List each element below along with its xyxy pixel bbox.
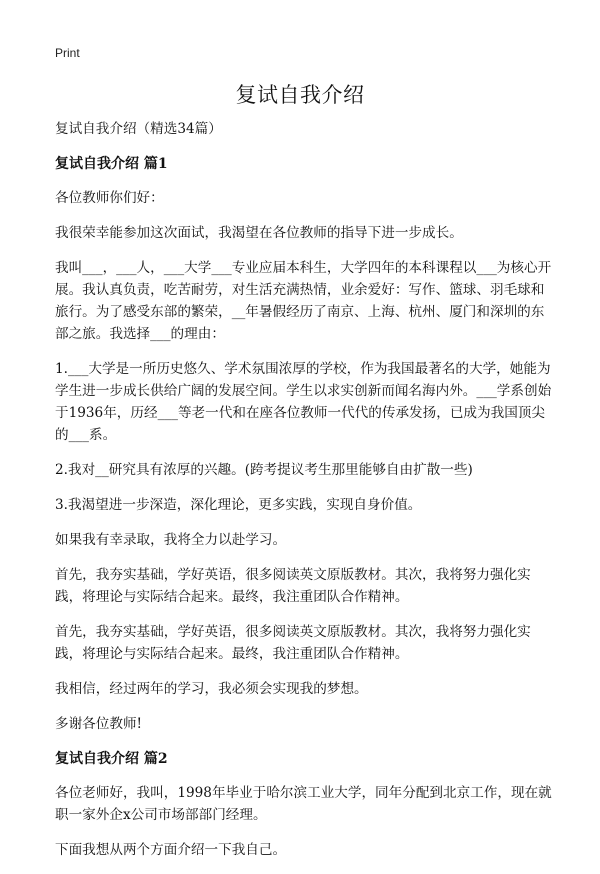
page-title: 复试自我介绍	[235, 83, 365, 107]
section-heading-2: 复试自我介绍 篇2	[55, 751, 168, 767]
paragraph: 各位老师好，我叫，1998年毕业于哈尔滨工业大学，同年分配到北京工作，现在就职一家外企x公司市场部部门经理。	[55, 785, 552, 823]
paragraph: 1.___大学是一所历史悠久、学术氛围浓厚的学校，作为我国最著名的大学，她能为学生进一步成长供给广阔的发展空间。学生以求实创新而闻名海内外。___学系创始于1936年，历经___等老一代和在座各位教师一代代的传承发扬，已成为我国顶尖的___系。	[55, 361, 552, 443]
paragraph: 如果我有幸录取，我将全力以赴学习。	[55, 532, 287, 548]
closing-paragraph: 多谢各位教师!	[55, 716, 143, 732]
paragraph: 首先，我夯实基础，学好英语，很多阅读英文原版教材。其次，我将努力强化实践，将理论与实际结合起来。最终，我注重团队合作精神。	[55, 567, 531, 605]
document-body	[55, 118, 555, 874]
section-heading-1: 复试自我介绍 篇1	[55, 156, 168, 172]
paragraph: 下面我想从两个方面介绍一下我自己。	[55, 842, 287, 858]
greeting-paragraph: 各位教师你们好：	[55, 190, 164, 206]
paragraph: 我很荣幸能参加这次面试，我渴望在各位教师的指导下进一步成长。	[55, 225, 463, 241]
paragraph: 首先，我夯实基础，学好英语，很多阅读英文原版教材。其次，我将努力强化实践，将理论与实际结合起来。最终，我注重团队合作精神。	[55, 624, 531, 662]
paragraph: 我叫___，___人，___大学___专业应届本科生，大学四年的本科课程以___为核心开展。我认真负责，吃苦耐劳，对生活充满热情，业余爱好：写作、篮球、羽毛球和旅行。为了感受东部的繁荣，__年暑假经历了南京、上海、杭州、厦门和深圳的东部之旅。我选择___的理由：	[55, 260, 552, 342]
paragraph: 3.我渴望进一步深造，深化理论，更多实践，实现自身价值。	[55, 497, 422, 513]
paragraph: 2.我对__研究具有浓厚的兴趣。(跨考提议考生那里能够自由扩散一些)	[55, 462, 473, 478]
document-subtitle: 复试自我介绍（精选34篇）	[55, 121, 222, 137]
print-label: Print	[55, 46, 80, 60]
paragraph: 我相信，经过两年的学习，我必须会实现我的梦想。	[55, 681, 368, 697]
